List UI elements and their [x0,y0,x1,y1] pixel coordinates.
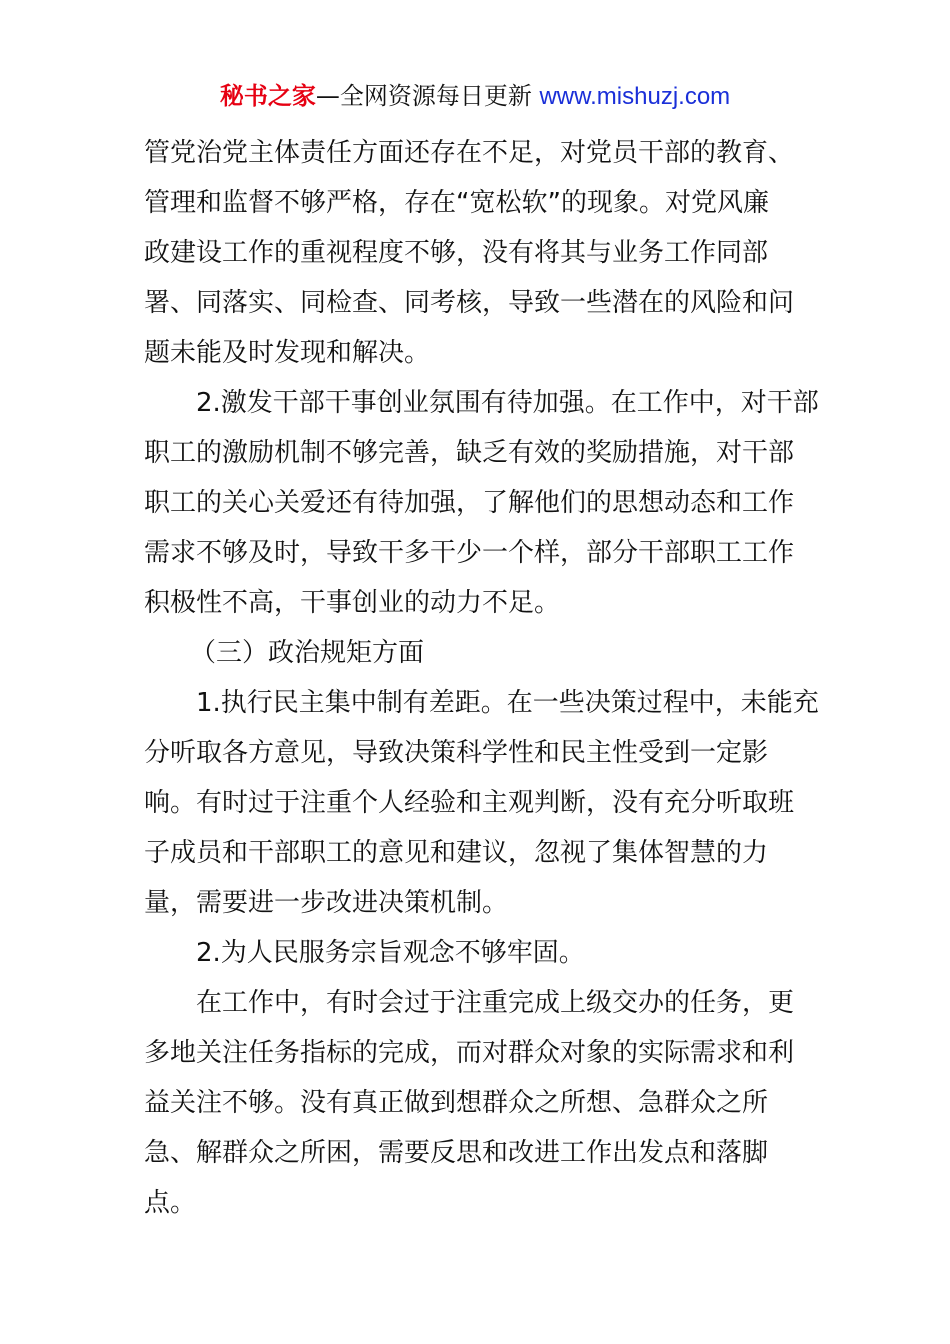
site-url-link[interactable]: www.mishuzj.com [539,83,731,110]
section-heading: （三）政治规矩方面 [190,638,425,668]
text-line: 量，需要进一步改进决策机制。 [144,888,509,918]
text-line: 职工的激励机制不够完善，缺乏有效的奖励措施，对干部 [144,438,795,468]
text-line: 积极性不高，干事创业的动力不足。 [144,588,561,618]
text-line: 在工作中，有时会过于注重完成上级交办的任务，更 [196,988,795,1018]
text-line: 管理和监督不够严格，存在“宽松软”的现象。对党风廉 [144,188,769,218]
text-line: 子成员和干部职工的意见和建议，忽视了集体智慧的力 [144,838,769,868]
text-line: 2.激发干部干事创业氛围有待加强。在工作中，对干部 [196,388,819,418]
text-line: 分听取各方意见，导致决策科学性和民主性受到一定影 [144,738,769,768]
brand-name: 秘书之家 [219,82,316,110]
text-line: 需求不够及时，导致干多干少一个样，部分干部职工工作 [144,538,795,568]
text-line: 响。有时过于注重个人经验和主观判断，没有充分听取班 [144,788,795,818]
text-line: 益关注不够。没有真正做到想群众之所想、急群众之所 [144,1088,769,1118]
text-line: 政建设工作的重视程度不够，没有将其与业务工作同部 [144,238,769,268]
site-header [0,80,950,113]
text-line: 1.执行民主集中制有差距。在一些决策过程中，未能充 [196,688,819,718]
text-line: 2.为人民服务宗旨观念不够牢固。 [196,938,585,968]
text-line: 管党治党主体责任方面还存在不足，对党员干部的教育、 [144,138,795,168]
document-body [144,128,819,1228]
text-line: 多地关注任务指标的完成，而对群众对象的实际需求和利 [144,1038,795,1068]
header-tagline: —全网资源每日更新 [315,82,532,110]
text-line: 急、解群众之所困，需要反思和改进工作出发点和落脚 [144,1138,769,1168]
text-line: 职工的关心关爱还有待加强，了解他们的思想动态和工作 [144,488,795,518]
text-line: 题未能及时发现和解决。 [144,338,431,368]
text-line: 署、同落实、同检查、同考核，导致一些潜在的风险和问 [144,288,795,318]
text-line: 点。 [144,1188,197,1218]
